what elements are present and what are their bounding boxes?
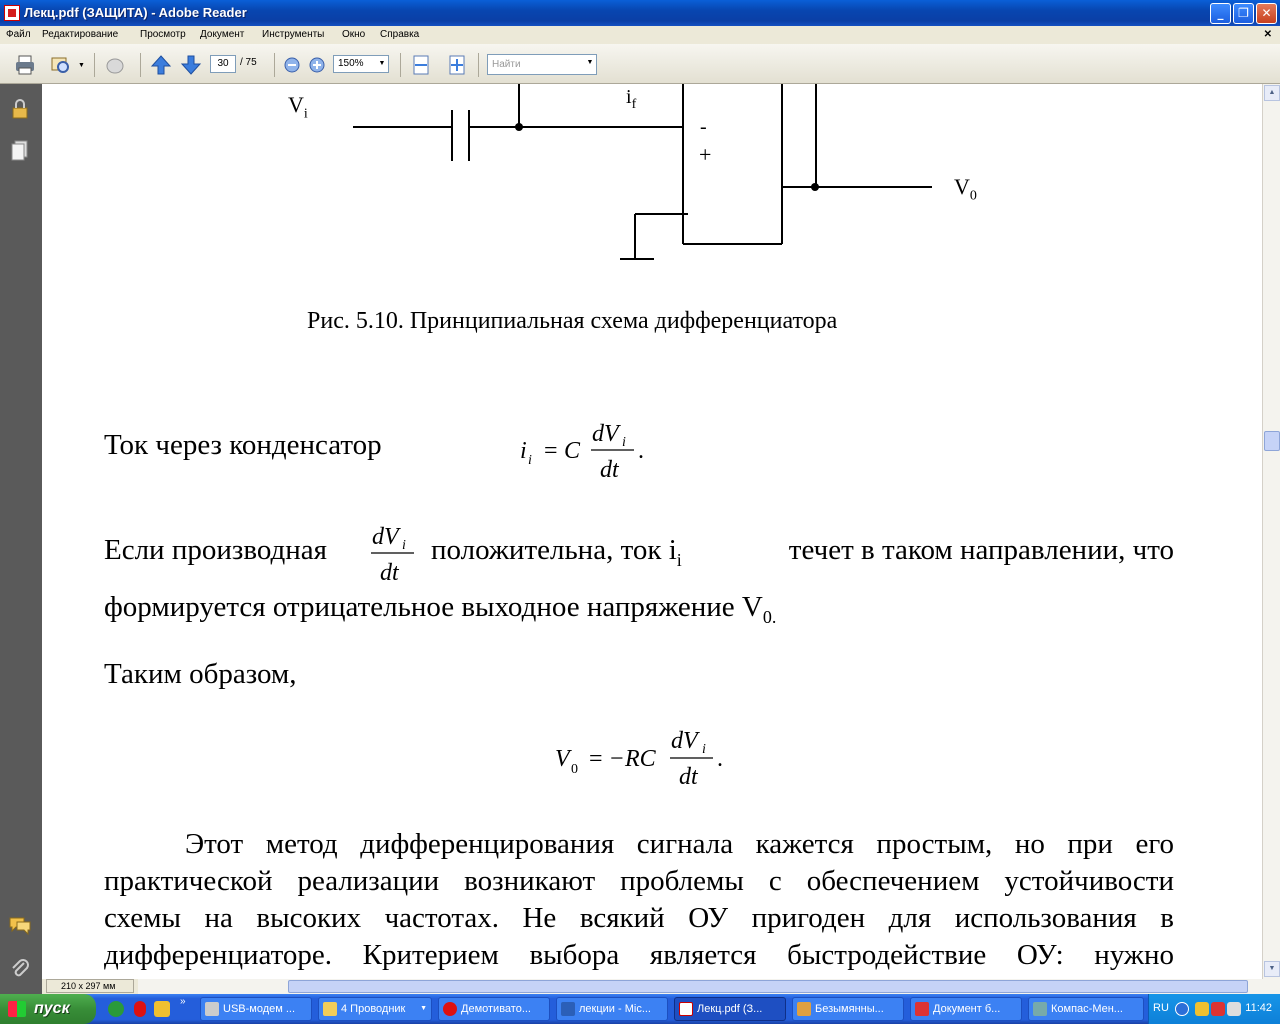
- menu-help[interactable]: Справка: [380, 29, 420, 40]
- lock-icon[interactable]: [9, 98, 31, 120]
- svg-text:C: C: [564, 438, 581, 464]
- paint-icon: [797, 1002, 811, 1016]
- navigation-pane: [0, 84, 42, 994]
- close-document-icon[interactable]: ✕: [1263, 29, 1272, 40]
- svg-text:=: =: [589, 746, 603, 772]
- task-label: Лекц.pdf (З...: [697, 1003, 763, 1015]
- taskbar-item-kompas-manager[interactable]: [1028, 997, 1144, 1021]
- taskbar-item-opera[interactable]: [438, 997, 550, 1021]
- svg-text:=: =: [544, 438, 558, 464]
- task-label: Компас-Мен...: [1051, 1003, 1123, 1015]
- maximize-button[interactable]: ❐: [1233, 3, 1254, 24]
- svg-text:−: −: [610, 746, 624, 772]
- hand-tool-icon[interactable]: [104, 54, 126, 76]
- find-placeholder: Найти: [492, 59, 521, 70]
- quicklaunch-app-icon[interactable]: [154, 1001, 170, 1017]
- attachment-icon[interactable]: [9, 958, 31, 980]
- start-label: пуск: [34, 1000, 70, 1017]
- kompas-manager-icon: [1033, 1002, 1047, 1016]
- menu-edit[interactable]: Редактирование: [42, 29, 119, 40]
- svg-text:.: .: [717, 746, 723, 772]
- svg-text:dt: dt: [679, 764, 698, 790]
- svg-text:RC: RC: [625, 746, 656, 772]
- tray-expand-icon[interactable]: [1175, 1002, 1189, 1016]
- tray-volume-icon[interactable]: [1227, 1002, 1241, 1016]
- language-indicator[interactable]: RU: [1153, 1002, 1169, 1014]
- start-button[interactable]: [0, 994, 96, 1024]
- svg-text:dt: dt: [600, 457, 619, 483]
- chevron-down-icon: ▼: [420, 1005, 427, 1012]
- comments-icon[interactable]: [8, 916, 32, 936]
- paragraph-thus: Таким образом,: [104, 658, 297, 690]
- zoom-in-icon[interactable]: [308, 56, 326, 74]
- formula-output-voltage: [547, 720, 747, 794]
- quicklaunch-opera-icon[interactable]: [134, 1001, 146, 1017]
- taskbar: [0, 994, 1280, 1024]
- page-size-label: 210 x 297 мм: [46, 979, 134, 993]
- task-label: 4 Проводник: [341, 1003, 406, 1015]
- window-title: Лекц.pdf (ЗАЩИТА) - Adobe Reader: [24, 5, 247, 20]
- pdf-icon: [679, 1002, 693, 1016]
- paragraph-method-line-3: схемы на высоких частотах. Не всякий ОУ пригоден для использования в: [104, 902, 1174, 934]
- v0-label: $V_0$: [954, 174, 977, 204]
- taskbar-item-adobe-reader[interactable]: [674, 997, 786, 1021]
- svg-text:i: i: [402, 538, 406, 553]
- windows-logo-icon: [8, 1001, 26, 1017]
- paragraph-negative-output: формируется отрицательное выходное напряжение $V_{0.}$: [104, 591, 777, 627]
- taskbar-item-paint[interactable]: [792, 997, 904, 1021]
- svg-text:dV: dV: [671, 728, 698, 754]
- paragraph-if-derivative-start: Если производная: [104, 534, 327, 566]
- paragraph-method-line-4: дифференциаторе. Критерием выбора является быстродействие ОУ: нужно: [104, 939, 1174, 971]
- word-icon: [561, 1002, 575, 1016]
- chevron-down-icon[interactable]: ▼: [586, 59, 594, 66]
- svg-text:i: i: [702, 742, 706, 757]
- svg-text:.: .: [638, 438, 644, 464]
- quicklaunch-utorrent-icon[interactable]: [108, 1001, 124, 1017]
- previous-page-icon[interactable]: [150, 54, 172, 76]
- quicklaunch-expand-icon[interactable]: »: [180, 996, 186, 1007]
- fit-width-icon[interactable]: [410, 54, 432, 76]
- zoom-out-icon[interactable]: [283, 56, 301, 74]
- svg-text:dV: dV: [372, 524, 399, 550]
- email-search-icon[interactable]: [50, 54, 72, 76]
- fit-page-icon[interactable]: [446, 54, 468, 76]
- svg-text:dt: dt: [380, 560, 399, 586]
- horizontal-scrollbar[interactable]: [138, 979, 1280, 994]
- scroll-down-icon[interactable]: ▼: [1264, 961, 1280, 977]
- vi-label: $V_i$: [288, 92, 308, 122]
- formula-derivative-inline: [366, 514, 422, 590]
- kompas-icon: [915, 1002, 929, 1016]
- taskbar-item-usb-modem[interactable]: [200, 997, 312, 1021]
- formula-capacitor-current: [512, 414, 652, 484]
- tray-antivirus-icon[interactable]: [1211, 1002, 1225, 1016]
- toolbar: [0, 44, 1280, 84]
- zoom-select[interactable]: [333, 55, 389, 73]
- minimize-button[interactable]: _: [1210, 3, 1231, 24]
- svg-text:i: i: [520, 438, 527, 464]
- pages-icon[interactable]: [10, 140, 30, 162]
- vertical-scrollbar[interactable]: [1262, 84, 1280, 979]
- close-button[interactable]: ✕: [1256, 3, 1277, 24]
- folder-icon: [323, 1002, 337, 1016]
- title-bar[interactable]: [0, 0, 1280, 26]
- menu-bar: [0, 26, 1280, 44]
- adobe-reader-icon: [4, 5, 20, 21]
- tray-network-icon[interactable]: [1195, 1002, 1209, 1016]
- task-label: Документ б...: [933, 1003, 1001, 1015]
- taskbar-item-document[interactable]: [910, 997, 1022, 1021]
- svg-text:i: i: [528, 453, 532, 468]
- taskbar-item-explorer[interactable]: [318, 997, 432, 1021]
- modem-icon: [205, 1002, 219, 1016]
- task-label: Безымянны...: [815, 1003, 884, 1015]
- menu-view[interactable]: Просмотр: [140, 29, 186, 40]
- menu-document[interactable]: Документ: [200, 29, 245, 40]
- menu-file[interactable]: Файл: [6, 29, 31, 40]
- inverting-input-sign: -: [700, 116, 707, 138]
- status-bar: [42, 979, 1280, 994]
- paragraph-method-line-2: практической реализации возникают проблемы с обеспечением устойчивости: [104, 865, 1174, 897]
- svg-text:V: V: [555, 746, 570, 772]
- zoom-value: 150%: [338, 58, 364, 69]
- noninverting-input-sign: +: [699, 142, 712, 167]
- system-tray: [1148, 994, 1280, 1024]
- paragraph-if-derivative-end: течет в таком направлении, что: [788, 534, 1174, 566]
- clock[interactable]: 11:42: [1245, 1002, 1272, 1014]
- task-label: лекции - Mic...: [579, 1003, 651, 1015]
- next-page-icon[interactable]: [180, 54, 202, 76]
- taskbar-item-word[interactable]: [556, 997, 668, 1021]
- scroll-up-icon[interactable]: ▲: [1264, 85, 1280, 101]
- paragraph-method-line-1: Этот метод дифференцирования сигнала кажется простым, но при его: [185, 828, 1174, 860]
- document-page[interactable]: [42, 84, 1262, 979]
- page-number-input[interactable]: 30: [210, 55, 236, 73]
- figure-caption: Рис. 5.10. Принципиальная схема дифференциатора: [307, 308, 838, 334]
- opera-icon: [443, 1002, 457, 1016]
- email-dropdown-icon[interactable]: ▼: [78, 62, 85, 69]
- task-label: Демотивато...: [461, 1003, 531, 1015]
- chevron-down-icon: ▼: [378, 60, 386, 67]
- paragraph-current-through-capacitor: Ток через конденсатор: [104, 429, 382, 461]
- scroll-thumb[interactable]: [1264, 431, 1280, 451]
- svg-text:i: i: [622, 435, 626, 450]
- paragraph-if-derivative-middle: положительна, ток $i_i$: [431, 534, 682, 570]
- menu-window[interactable]: Окно: [342, 29, 366, 40]
- task-label: USB-модем ...: [223, 1003, 296, 1015]
- differentiator-circuit-diagram: [42, 84, 1262, 274]
- page-total: / 75: [240, 57, 257, 68]
- horizontal-scroll-thumb[interactable]: [288, 980, 1248, 993]
- print-icon[interactable]: [14, 54, 36, 76]
- if-label: $i_f$: [626, 86, 637, 112]
- svg-text:0: 0: [571, 762, 578, 777]
- find-input[interactable]: [487, 54, 597, 75]
- menu-tools[interactable]: Инструменты: [262, 29, 325, 40]
- svg-text:dV: dV: [592, 421, 619, 447]
